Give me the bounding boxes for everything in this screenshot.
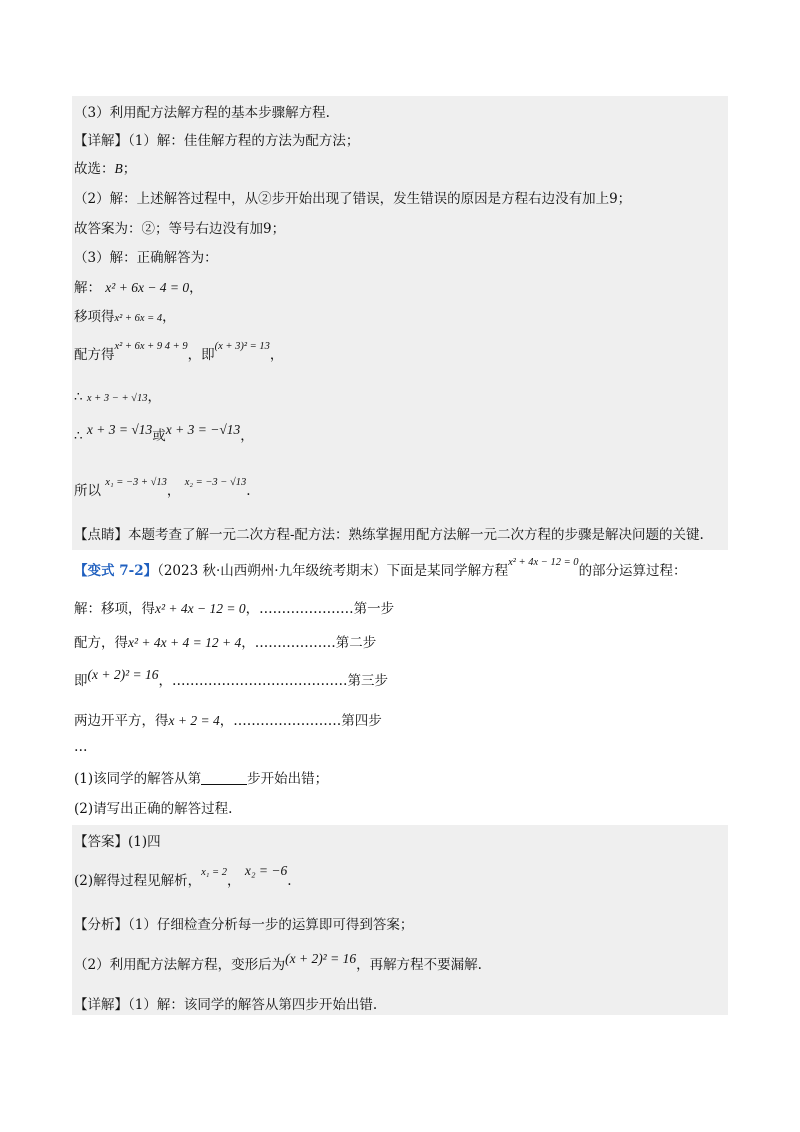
roots-line: 所以 $^{x_1 = -3 + √13}$， $^{x_2 = -3 - √13}$. (74, 477, 251, 499)
choose-line: 故选：B； (74, 161, 137, 177)
question-1: (1)该同学的解答从第 步开始出错； (74, 771, 329, 787)
equation-5: ∴ x + 3 = √13或x + 3 = −√13， (74, 422, 254, 444)
step3-method: （3）利用配方法解方程的基本步骤解方程. (74, 105, 330, 121)
detail-header: 【详解】（1）解：佳佳解方程的方法为配方法； (74, 133, 360, 149)
equation-1: 解： x² + 6x − 4 = 0， (74, 280, 203, 296)
answer-blank (201, 770, 247, 785)
problem-step-2: 配方，得x² + 4x + 4 = 12 + 4，………………第二步 (74, 635, 377, 651)
problem-header: 【变式 7-2】（2023 秋·山西朔州·九年级统考期末）下面是某同学解方程$^{x^2 + 4x - 12 = 0}$的部分运算过程： (74, 557, 687, 579)
equation-2: 移项得x² + 6x = 4， (74, 309, 176, 325)
detail-line: 【详解】（1）解：该同学的解答从第四步开始出错. (74, 997, 378, 1013)
analysis-2: （2）利用配方法解方程，变形后为(x + 2)² = 16，再解方程不要漏解. (74, 951, 482, 973)
problem-tag: 【变式 7-2】 (74, 563, 158, 579)
equation-3: 配方得$^{x^2 + 6x + 9 4 + 9}$，即$^{(x + 3)^2 = 13}$， (74, 341, 284, 363)
question-2: (2)请写出正确的解答过程. (74, 801, 233, 817)
answer-line: 【答案】(1)四 (74, 834, 161, 850)
problem-step-1: 解：移项，得x² + 4x − 12 = 0，…………………第一步 (74, 601, 395, 617)
comment-line: 【点睛】本题考查了解一元二次方程-配方法：熟练掌握用配方法解一元二次方程的步骤是解决问题的关键. (74, 527, 704, 543)
part3-line: （3）解：正确解答为： (74, 250, 218, 266)
answer2-line: 故答案为：②；等号右边没有加9； (74, 221, 286, 237)
answer-roots: (2)解得过程见解析，$^{x_1 = 2}$， x₂ = −6. (74, 863, 292, 889)
analysis-1: 【分析】（1）仔细检查分析每一步的运算即可得到答案； (74, 917, 414, 933)
problem-step-3: 即(x + 2)² = 16，…………………………………第三步 (74, 667, 389, 689)
problem-step-4: 两边开平方，得x + 2 = 4，……………………第四步 (74, 713, 382, 729)
part2-line: （2）解：上述解答过程中，从②步开始出现了错误，发生错误的原因是方程右边没有加上9； (74, 191, 632, 207)
equation-4: ∴ x + 3 − + √13， (74, 389, 161, 405)
problem-ellipsis: … (74, 739, 88, 755)
